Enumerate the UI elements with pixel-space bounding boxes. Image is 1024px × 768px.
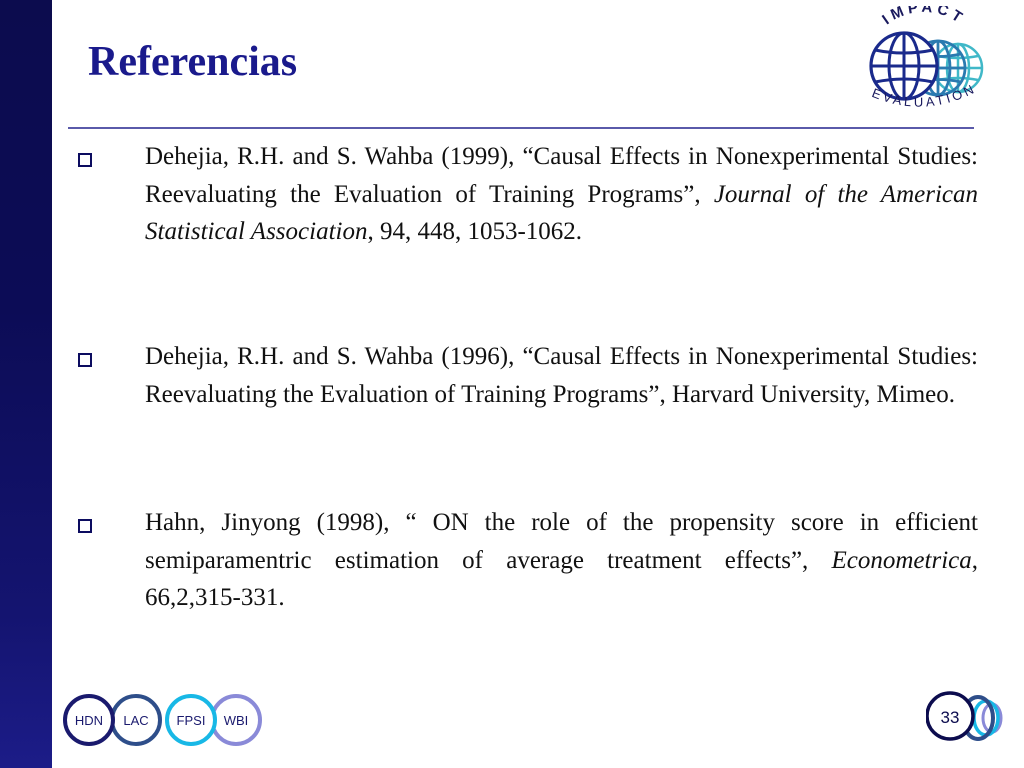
slide-title: Referencias: [88, 39, 298, 85]
reference-main-text: Hahn, Jinyong (1998), “ ON the role of the propensity score in efficient semiparamentric estimation of average treatment effects”,: [145, 509, 978, 574]
reference-details: , 66,2,315-331.: [145, 546, 978, 611]
globe-logo-icon: [858, 6, 992, 122]
partner-lac: LAC: [123, 713, 149, 728]
reference-details: , 94, 448, 1053-1062.: [367, 218, 583, 245]
square-bullet-icon: [78, 353, 92, 367]
sidebar-decoration: [0, 0, 52, 768]
svg-text:IMPACT: [879, 6, 968, 28]
partner-wbi: WBI: [223, 713, 249, 728]
reference-journal: Journal of the American Statistical Association: [145, 180, 978, 245]
reference-main-text: Dehejia, R.H. and S. Wahba (1996), “Causal Effects in Nonexperimental Studies: Reevaluating the Evaluation of Training Programs”, Harvard University, Mimeo.: [145, 343, 978, 408]
reference-journal: Econometrica: [831, 546, 972, 574]
logo-top-text: IMPACT: [879, 6, 969, 29]
reference-main-text: Dehejia, R.H. and S. Wahba (1999), “Causal Effects in Nonexperimental Studies: Reevaluating the Evaluation of Training Programs”,: [145, 143, 978, 208]
square-bullet-icon: [78, 519, 92, 533]
title-divider: [68, 127, 974, 129]
reference-text: [145, 504, 978, 617]
partner-hdn: HDN: [74, 713, 104, 728]
partner-logos: [60, 690, 270, 750]
reference-text: [145, 138, 978, 251]
partner-circles-icon: [60, 690, 270, 750]
reference-text: [145, 338, 978, 413]
page-number: 33: [940, 708, 960, 727]
impact-evaluation-logo: [858, 6, 992, 122]
square-bullet-icon: [78, 153, 92, 167]
partner-fpsi: FPSI: [176, 713, 206, 728]
logo-bottom-text: EVALUATION: [869, 80, 979, 110]
